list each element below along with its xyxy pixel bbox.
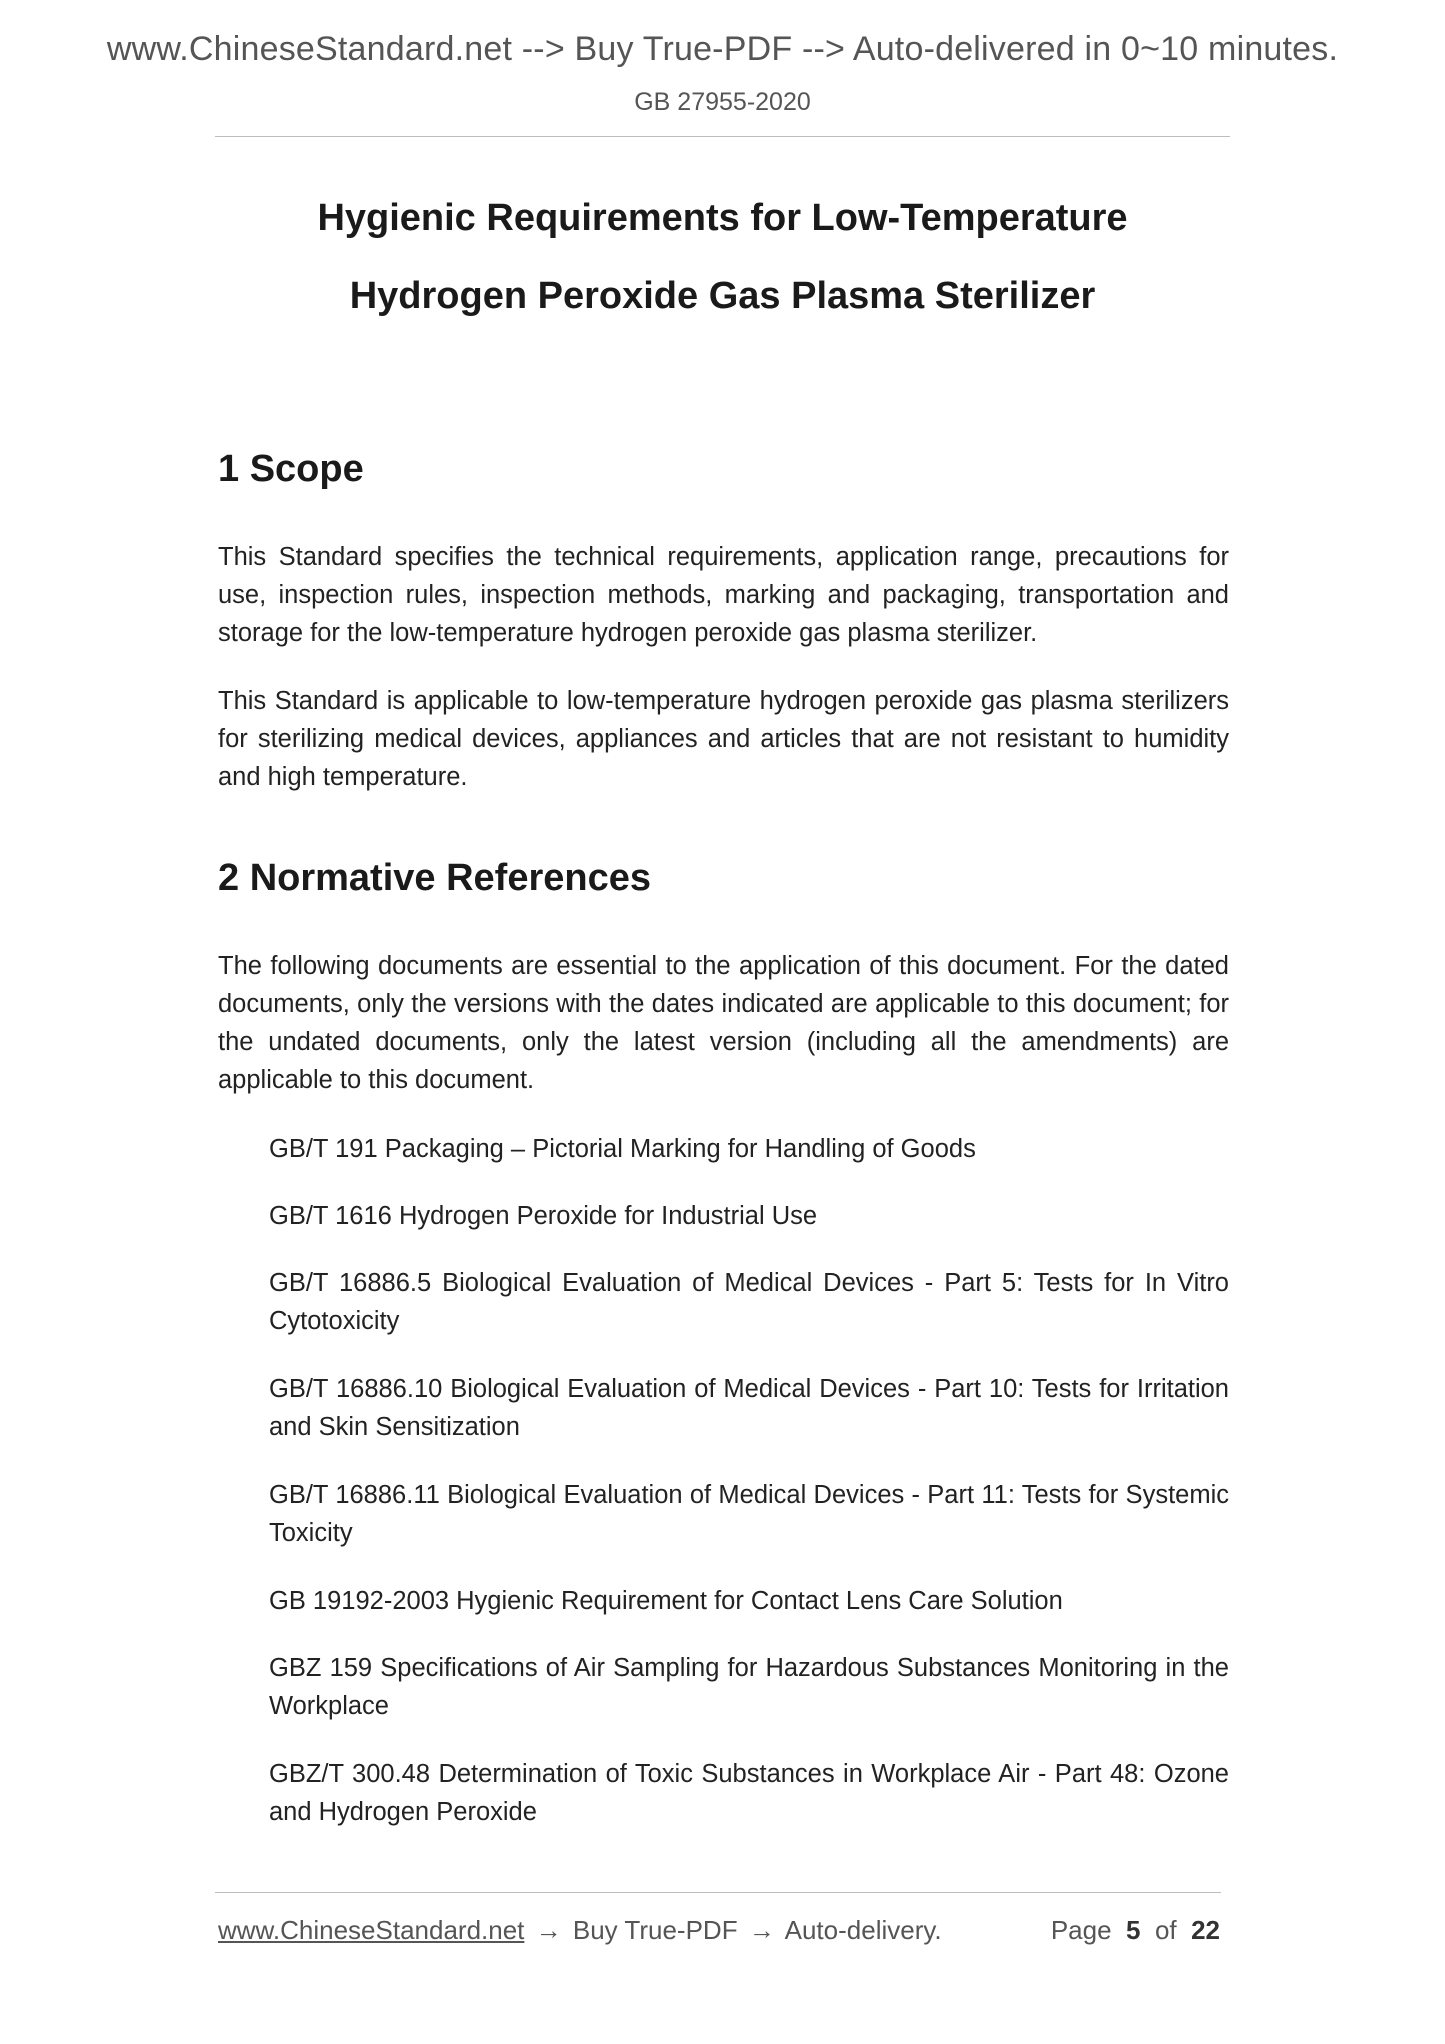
arrow-right-icon: →	[535, 1915, 562, 1945]
document-title-line-2: Hydrogen Peroxide Gas Plasma Sterilizer	[349, 275, 1096, 317]
scope-paragraph-1: This Standard specifies the technical requirements, application range, precautions for use, inspection rules, inspection methods, marking and packaging, transportation and storage for the low-temperature hydrogen peroxide gas plasma sterilizer.	[218, 543, 1229, 647]
document-code: GB 27955-2020	[634, 88, 811, 116]
reference-item: GB/T 16886.10 Biological Evaluation of Medical Devices - Part 10: Tests for Irritation and Skin Sensitization	[269, 1375, 1229, 1441]
reference-item: GB/T 1616 Hydrogen Peroxide for Industrial Use	[269, 1202, 818, 1230]
page-current: 5	[1126, 1915, 1141, 1945]
section-heading-normative-references: 2 Normative References	[218, 857, 651, 899]
footer-buy-text: Buy True-PDF	[572, 1915, 738, 1945]
normative-intro-paragraph: The following documents are essential to the application of this document. For the dated documents, only the versions with the dates indicated are applicable to this document; for the undated documents, only the latest version (including all the amendments) are applicable to this document.	[218, 952, 1229, 1094]
reference-item: GBZ/T 300.48 Determination of Toxic Substances in Workplace Air - Part 48: Ozone and Hydrogen Peroxide	[269, 1760, 1229, 1826]
page-total: 22	[1191, 1915, 1220, 1945]
reference-item: GB/T 16886.5 Biological Evaluation of Medical Devices - Part 5: Tests for In Vitro Cytotoxicity	[269, 1269, 1229, 1335]
footer-links	[218, 1915, 942, 1946]
section-heading-scope: 1 Scope	[218, 448, 364, 490]
reference-item: GB 19192-2003 Hygienic Requirement for Contact Lens Care Solution	[269, 1587, 1063, 1615]
document-title-line-1: Hygienic Requirements for Low-Temperature	[317, 197, 1128, 239]
top-banner: www.ChineseStandard.net --> Buy True-PDF --> Auto-delivered in 0~10 minutes.	[106, 30, 1339, 68]
reference-item: GB/T 191 Packaging – Pictorial Marking for Handling of Goods	[269, 1135, 976, 1163]
footer-divider	[215, 1892, 1221, 1893]
header-divider	[215, 136, 1230, 137]
page-of-label: of	[1154, 1915, 1177, 1945]
footer-delivery-text: Auto-delivery.	[784, 1915, 942, 1945]
footer-site-link[interactable]: www.ChineseStandard.net	[218, 1915, 525, 1945]
page-number	[1051, 1915, 1220, 1946]
arrow-right-icon: →	[748, 1915, 775, 1945]
page-label: Page	[1050, 1915, 1112, 1945]
reference-item: GBZ 159 Specifications of Air Sampling for Hazardous Substances Monitoring in the Workplace	[269, 1654, 1229, 1720]
scope-paragraph-2: This Standard is applicable to low-temperature hydrogen peroxide gas plasma sterilizers for sterilizing medical devices, appliances and articles that are not resistant to humidity and high temperature.	[218, 687, 1229, 791]
reference-item: GB/T 16886.11 Biological Evaluation of Medical Devices - Part 11: Tests for Systemic Toxicity	[269, 1481, 1229, 1547]
